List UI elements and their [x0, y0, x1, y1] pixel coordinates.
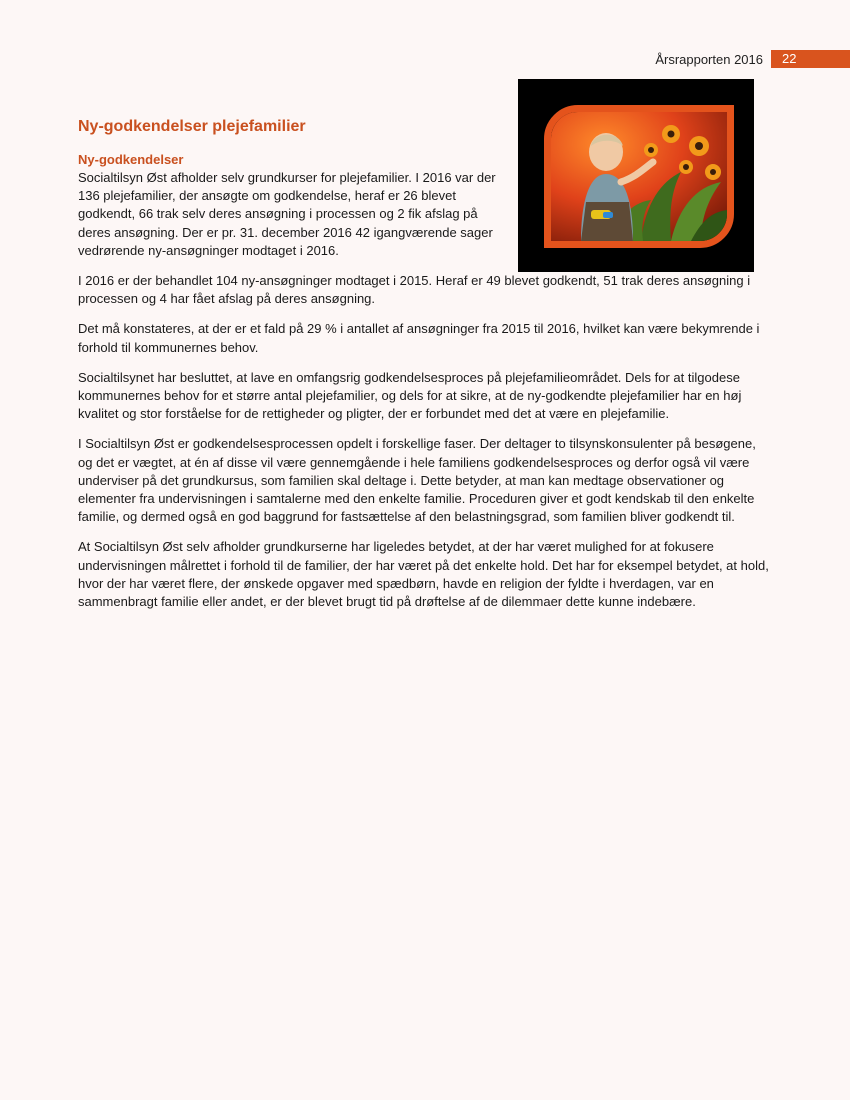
paragraph: At Socialtilsyn Øst selv afholder grundkurserne har ligeledes betydet, at der har været mulighed for at fokusere undervisningen målrettet i forhold til de familier, der har været på det enkelte hold. Det har for eksempel betydet, at hold, hvor der har været flere, der ønskede opgaver med spædbørn, havde en religion der fyldte i hverdagen, var en sammenbragt familie eller andet, er der blevet brugt tid på drøftelse af de dilemmaer dette kunne indebære. [78, 539, 769, 610]
paragraph: Det må konstateres, at der er et fald på 29 % i antallet af ansøgninger fra 2015 til 2016, hvilket kan være bekymrende i forhold til kommunernes behov. [78, 321, 760, 355]
paragraph: Socialtilsynet har besluttet, at lave en omfangsrig godkendelsesproces på plejefamilieområdet. Dels for at tilgodese kommunernes behov for et større antal plejefamilier, og dels for at sikre, at de ny-godkendte plejefamilier har en høj kvalitet og stor forståelse for de rettigheder og pligter, der er forbundet med det at være en plejefamilie. [78, 369, 742, 422]
page-header [655, 50, 850, 68]
paragraph: I 2016 er der behandlet 104 ny-ansøgninger modtaget i 2015. Heraf er 49 blevet godkendt, 51 trak deres ansøgning i processen og 4 har fået afslag på deres ansøgning. [78, 273, 751, 307]
section-subtitle: Ny-godkendelser [78, 152, 184, 167]
page-number: 22 [771, 50, 850, 68]
main-content [78, 118, 772, 623]
section-title: Ny-godkendelser plejefamilier [78, 118, 306, 135]
paragraph: I Socialtilsyn Øst er godkendelsesprocessen opdelt i forskellige faser. Der deltager to tilsynskonsulenter på besøgene, og det er vægtet, at én af disse vil være gennemgående i hele familiens godkendelsesproces og derfor også vil være underviser på det grundkursus, som familien skal deltage i. Dette betyder, at man kan medtage observationer og elementer fra undervisningen i samtalerne med den enkelte familie. Proceduren giver et godt kendskab til den enkelte familie, og dermed også en god baggrund for fastsættelse af den belastningsgrad, som familien bliver godkendt til. [78, 436, 756, 525]
report-title: Årsrapporten 2016 [655, 51, 763, 67]
paragraph-intro: Socialtilsyn Øst afholder selv grundkurser for plejefamilier. I 2016 var der 136 plejefamilier, der ansøgte om godkendelse, heraf er 26 blevet godkendt, 66 trak selv deres ansøgning i processen og 2 fik afslag på deres ansøgning. Der er pr. 31. december 2016 42 igangværende sager vedrørende ny-ansøgninger modtaget i 2016. [78, 170, 496, 258]
